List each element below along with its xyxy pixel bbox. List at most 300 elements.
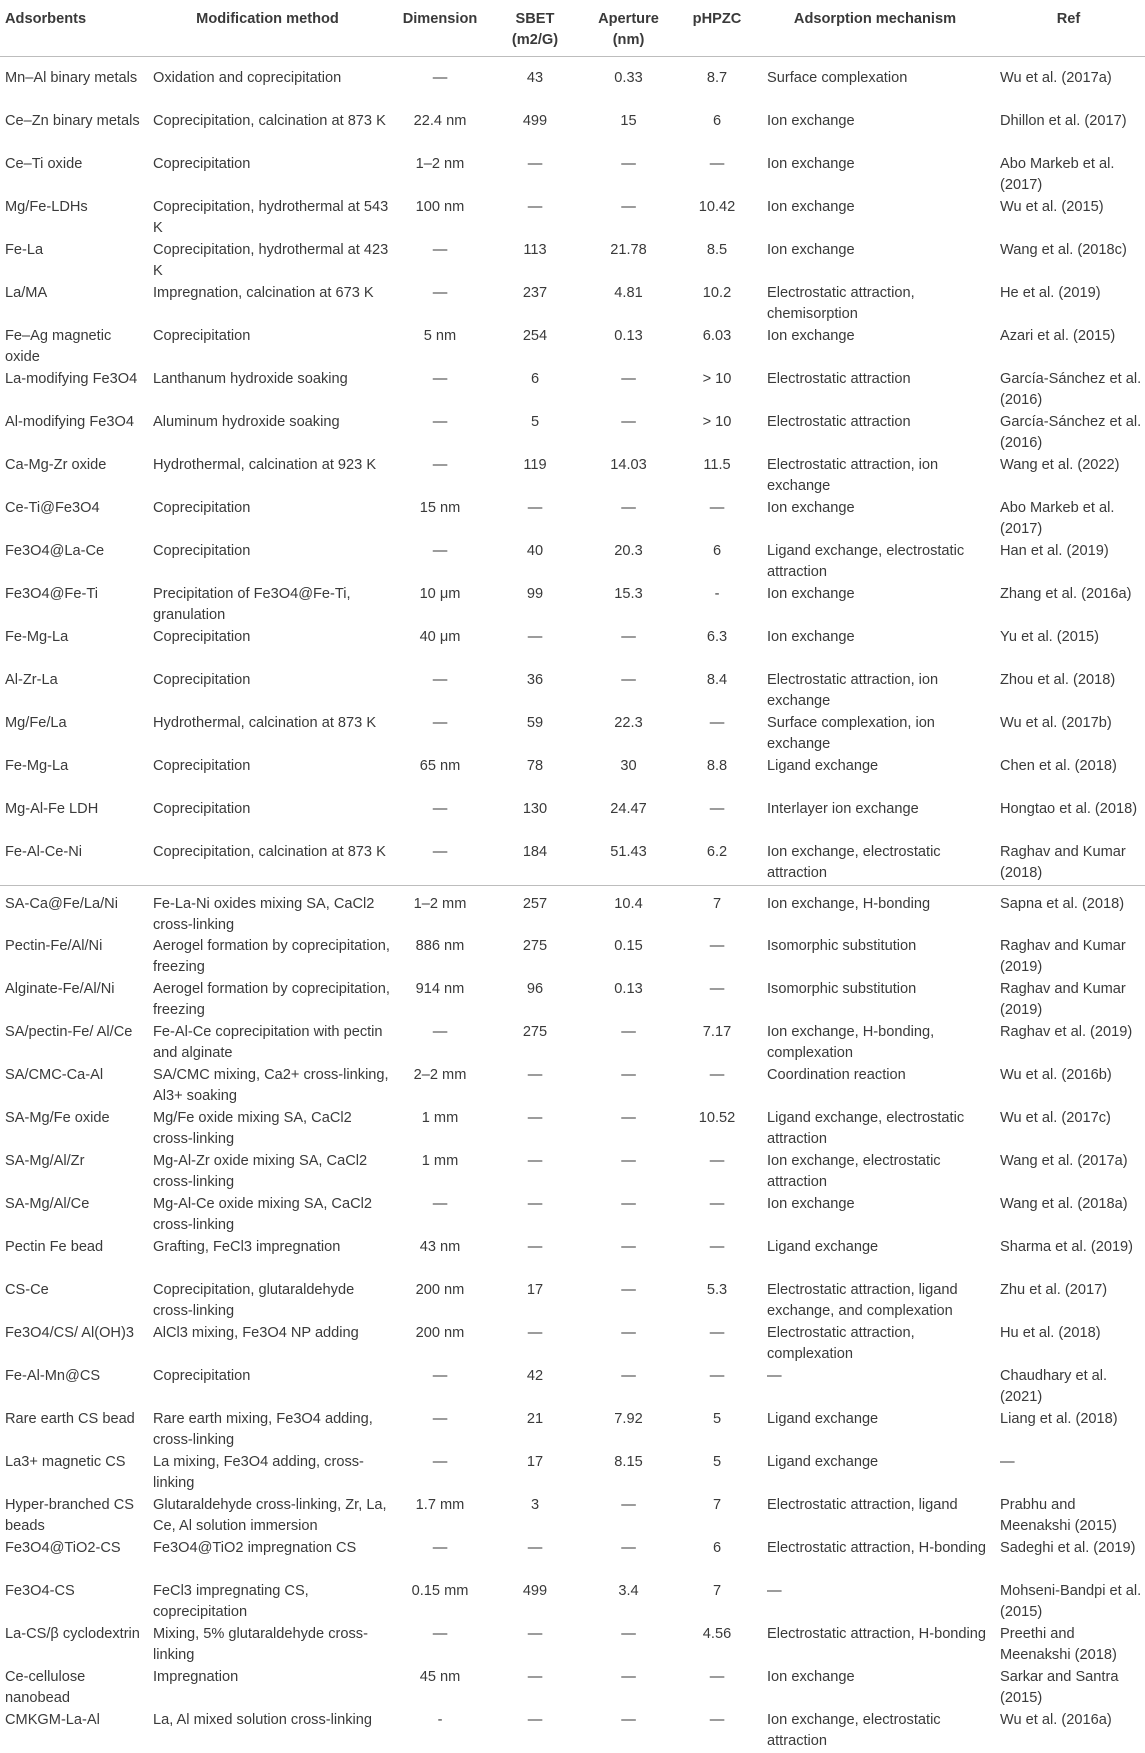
cell-phpzc: > 10 (676, 369, 758, 412)
table-row (0, 1366, 1145, 1409)
cell-adsorbent: Fe-Al-Mn@CS (0, 1366, 144, 1409)
cell-dimension: 22.4 nm (391, 111, 489, 154)
cell-method: Rare earth mixing, Fe3O4 adding, cross-linking (144, 1409, 391, 1452)
cell-dimension: - (391, 1710, 489, 1753)
cell-sbet: 36 (489, 670, 581, 713)
cell-phpzc: — (676, 936, 758, 979)
cell-ref: Azari et al. (2015) (992, 326, 1145, 369)
cell-ref: Sharma et al. (2019) (992, 1237, 1145, 1280)
cell-aperture: 15.3 (581, 584, 676, 627)
cell-sbet: — (489, 1151, 581, 1194)
cell-adsorbent: SA-Ca@Fe/La/Ni (0, 886, 144, 937)
cell-ref: Sarkar and Santra (2015) (992, 1667, 1145, 1710)
cell-method: La mixing, Fe3O4 adding, cross-linking (144, 1452, 391, 1495)
cell-sbet: 59 (489, 713, 581, 756)
cell-adsorbent: CMKGM-La-Al (0, 1710, 144, 1753)
cell-aperture: 3.4 (581, 1581, 676, 1624)
cell-method: Coprecipitation (144, 1366, 391, 1409)
cell-method: FeCl3 impregnating CS, coprecipitation (144, 1581, 391, 1624)
cell-sbet: 130 (489, 799, 581, 842)
cell-method: Mg-Al-Zr oxide mixing SA, CaCl2 cross-linking (144, 1151, 391, 1194)
cell-aperture: — (581, 498, 676, 541)
cell-adsorbent: Mg/Fe-LDHs (0, 197, 144, 240)
cell-ref: — (992, 1452, 1145, 1495)
cell-aperture: 21.78 (581, 240, 676, 283)
cell-ref: Zhang et al. (2016a) (992, 584, 1145, 627)
table-row (0, 713, 1145, 756)
table-row (0, 756, 1145, 799)
cell-aperture: — (581, 1022, 676, 1065)
cell-phpzc: 5.3 (676, 1280, 758, 1323)
cell-adsorbent: Fe3O4@La-Ce (0, 541, 144, 584)
cell-mechanism: Electrostatic attraction, H-bonding (758, 1624, 992, 1667)
header-phpzc: pHPZC (676, 0, 758, 57)
cell-phpzc: > 10 (676, 412, 758, 455)
cell-phpzc: 10.2 (676, 283, 758, 326)
cell-phpzc: 10.42 (676, 197, 758, 240)
cell-aperture: — (581, 154, 676, 197)
cell-dimension: — (391, 1366, 489, 1409)
cell-ref: Hu et al. (2018) (992, 1323, 1145, 1366)
cell-phpzc: — (676, 713, 758, 756)
cell-dimension: 1.7 mm (391, 1495, 489, 1538)
cell-mechanism: — (758, 1581, 992, 1624)
cell-dimension: — (391, 412, 489, 455)
cell-method: Hydrothermal, calcination at 923 K (144, 455, 391, 498)
cell-adsorbent: Pectin-Fe/Al/Ni (0, 936, 144, 979)
table-row (0, 1194, 1145, 1237)
cell-phpzc: 6.3 (676, 627, 758, 670)
cell-dimension: — (391, 1538, 489, 1581)
cell-ref: Liang et al. (2018) (992, 1409, 1145, 1452)
cell-ref: Yu et al. (2015) (992, 627, 1145, 670)
cell-sbet: 499 (489, 111, 581, 154)
cell-mechanism: Ion exchange (758, 1667, 992, 1710)
cell-phpzc: 8.8 (676, 756, 758, 799)
table-row (0, 1409, 1145, 1452)
cell-sbet: 17 (489, 1280, 581, 1323)
table-row (0, 1280, 1145, 1323)
cell-sbet: 113 (489, 240, 581, 283)
header-aperture (581, 0, 676, 57)
table-row (0, 842, 1145, 886)
cell-adsorbent: SA-Mg/Al/Zr (0, 1151, 144, 1194)
cell-ref: Prabhu and Meenakshi (2015) (992, 1495, 1145, 1538)
table-row (0, 584, 1145, 627)
cell-ref: García-Sánchez et al. (2016) (992, 369, 1145, 412)
cell-phpzc: — (676, 979, 758, 1022)
header-ref: Ref (992, 0, 1145, 57)
cell-method: Fe-La-Ni oxides mixing SA, CaCl2 cross-linking (144, 886, 391, 937)
cell-adsorbent: Ca-Mg-Zr oxide (0, 455, 144, 498)
cell-mechanism: Ion exchange (758, 1194, 992, 1237)
cell-dimension: 100 nm (391, 197, 489, 240)
cell-mechanism: Ion exchange (758, 154, 992, 197)
cell-sbet: 42 (489, 1366, 581, 1409)
cell-sbet: — (489, 627, 581, 670)
cell-sbet: — (489, 1538, 581, 1581)
cell-sbet: 254 (489, 326, 581, 369)
cell-dimension: — (391, 842, 489, 886)
cell-adsorbent: Fe3O4-CS (0, 1581, 144, 1624)
cell-ref: Zhou et al. (2018) (992, 670, 1145, 713)
cell-sbet: — (489, 1237, 581, 1280)
cell-mechanism: Interlayer ion exchange (758, 799, 992, 842)
header-aperture-line2: (nm) (613, 32, 645, 48)
cell-phpzc: — (676, 799, 758, 842)
cell-dimension: — (391, 57, 489, 112)
cell-ref: Wu et al. (2016a) (992, 1710, 1145, 1753)
cell-ref: Abo Markeb et al. (2017) (992, 498, 1145, 541)
cell-method: Coprecipitation (144, 670, 391, 713)
cell-aperture: 51.43 (581, 842, 676, 886)
cell-adsorbent: Ce-Ti@Fe3O4 (0, 498, 144, 541)
cell-mechanism: Ion exchange, electrostatic attraction (758, 1151, 992, 1194)
cell-aperture: 8.15 (581, 1452, 676, 1495)
cell-dimension: 1 mm (391, 1151, 489, 1194)
cell-sbet: — (489, 1624, 581, 1667)
cell-dimension: 65 nm (391, 756, 489, 799)
table-row (0, 412, 1145, 455)
cell-ref: Zhu et al. (2017) (992, 1280, 1145, 1323)
cell-mechanism: Electrostatic attraction, ion exchange (758, 670, 992, 713)
cell-phpzc: 7 (676, 1581, 758, 1624)
cell-mechanism: Electrostatic attraction (758, 412, 992, 455)
cell-phpzc: 7 (676, 1495, 758, 1538)
cell-aperture: 4.81 (581, 283, 676, 326)
cell-aperture: 22.3 (581, 713, 676, 756)
cell-sbet: — (489, 1108, 581, 1151)
cell-mechanism: Electrostatic attraction, complexation (758, 1323, 992, 1366)
cell-adsorbent: Fe-La (0, 240, 144, 283)
cell-ref: Mohseni-Bandpi et al. (2015) (992, 1581, 1145, 1624)
cell-method: Coprecipitation, glutaraldehyde cross-linking (144, 1280, 391, 1323)
cell-phpzc: — (676, 1237, 758, 1280)
header-sbet-line2: (m2/G) (512, 32, 558, 48)
cell-aperture: — (581, 1065, 676, 1108)
cell-aperture: 30 (581, 756, 676, 799)
cell-sbet: — (489, 498, 581, 541)
cell-sbet: 99 (489, 584, 581, 627)
cell-ref: García-Sánchez et al. (2016) (992, 412, 1145, 455)
cell-method: Precipitation of Fe3O4@Fe-Ti, granulation (144, 584, 391, 627)
header-sbet (489, 0, 581, 57)
cell-phpzc: 6 (676, 541, 758, 584)
cell-adsorbent: Pectin Fe bead (0, 1237, 144, 1280)
table-row (0, 799, 1145, 842)
table-row (0, 886, 1145, 937)
table-row (0, 154, 1145, 197)
cell-adsorbent: Fe-Mg-La (0, 627, 144, 670)
cell-sbet: — (489, 1323, 581, 1366)
cell-mechanism: Ion exchange (758, 240, 992, 283)
cell-phpzc: 10.52 (676, 1108, 758, 1151)
cell-method: Coprecipitation, calcination at 873 K (144, 842, 391, 886)
cell-sbet: 40 (489, 541, 581, 584)
cell-dimension: 200 nm (391, 1323, 489, 1366)
table-row (0, 111, 1145, 154)
cell-aperture: 15 (581, 111, 676, 154)
cell-aperture: — (581, 670, 676, 713)
cell-phpzc: 7 (676, 886, 758, 937)
cell-aperture: 0.33 (581, 57, 676, 112)
cell-phpzc: — (676, 1194, 758, 1237)
cell-mechanism: Electrostatic attraction, ion exchange (758, 455, 992, 498)
cell-aperture: — (581, 1108, 676, 1151)
cell-adsorbent: Ce–Ti oxide (0, 154, 144, 197)
cell-mechanism: Electrostatic attraction (758, 369, 992, 412)
cell-dimension: 1–2 mm (391, 886, 489, 937)
cell-mechanism: Ion exchange, H-bonding, complexation (758, 1022, 992, 1065)
cell-phpzc: — (676, 498, 758, 541)
table-row (0, 1108, 1145, 1151)
cell-aperture: — (581, 1624, 676, 1667)
table-row (0, 1151, 1145, 1194)
cell-ref: Wu et al. (2017b) (992, 713, 1145, 756)
cell-dimension: — (391, 369, 489, 412)
cell-mechanism: Ligand exchange (758, 1237, 992, 1280)
cell-method: Coprecipitation (144, 154, 391, 197)
cell-phpzc: — (676, 154, 758, 197)
cell-dimension: — (391, 1409, 489, 1452)
cell-mechanism: Coordination reaction (758, 1065, 992, 1108)
cell-phpzc: 8.7 (676, 57, 758, 112)
cell-mechanism: Isomorphic substitution (758, 936, 992, 979)
cell-dimension: — (391, 670, 489, 713)
cell-method: SA/CMC mixing, Ca2+ cross-linking, Al3+ soaking (144, 1065, 391, 1108)
cell-ref: Wu et al. (2017c) (992, 1108, 1145, 1151)
cell-sbet: 5 (489, 412, 581, 455)
cell-dimension: 2–2 mm (391, 1065, 489, 1108)
cell-dimension: — (391, 1022, 489, 1065)
cell-phpzc: 6.2 (676, 842, 758, 886)
cell-sbet: 237 (489, 283, 581, 326)
cell-method: Aluminum hydroxide soaking (144, 412, 391, 455)
cell-dimension: — (391, 1624, 489, 1667)
cell-phpzc: 6.03 (676, 326, 758, 369)
table-row (0, 283, 1145, 326)
cell-method: Glutaraldehyde cross-linking, Zr, La, Ce, Al solution immersion (144, 1495, 391, 1538)
cell-dimension: — (391, 1194, 489, 1237)
cell-aperture: — (581, 1194, 676, 1237)
cell-adsorbent: Mn–Al binary metals (0, 57, 144, 112)
cell-sbet: 119 (489, 455, 581, 498)
cell-sbet: 78 (489, 756, 581, 799)
header-adsorbents: Adsorbents (0, 0, 144, 57)
cell-method: Lanthanum hydroxide soaking (144, 369, 391, 412)
table-row (0, 1022, 1145, 1065)
cell-aperture: — (581, 1237, 676, 1280)
cell-dimension: 15 nm (391, 498, 489, 541)
cell-method: Fe-Al-Ce coprecipitation with pectin and alginate (144, 1022, 391, 1065)
cell-phpzc: - (676, 584, 758, 627)
cell-method: Aerogel formation by coprecipitation, freezing (144, 936, 391, 979)
cell-sbet: — (489, 1065, 581, 1108)
cell-dimension: 0.15 mm (391, 1581, 489, 1624)
cell-method: Coprecipitation (144, 756, 391, 799)
cell-mechanism: Ligand exchange, electrostatic attraction (758, 1108, 992, 1151)
cell-method: Mg-Al-Ce oxide mixing SA, CaCl2 cross-linking (144, 1194, 391, 1237)
table-row (0, 326, 1145, 369)
cell-ref: Abo Markeb et al. (2017) (992, 154, 1145, 197)
table-row (0, 627, 1145, 670)
cell-method: Coprecipitation, calcination at 873 K (144, 111, 391, 154)
table-row (0, 455, 1145, 498)
cell-aperture: — (581, 1495, 676, 1538)
cell-dimension: — (391, 283, 489, 326)
cell-mechanism: Ion exchange (758, 627, 992, 670)
cell-sbet: 17 (489, 1452, 581, 1495)
cell-ref: Sapna et al. (2018) (992, 886, 1145, 937)
cell-method: Aerogel formation by coprecipitation, freezing (144, 979, 391, 1022)
cell-phpzc: 4.56 (676, 1624, 758, 1667)
cell-dimension: 1–2 nm (391, 154, 489, 197)
cell-sbet: 184 (489, 842, 581, 886)
header-method: Modification method (144, 0, 391, 57)
header-dimension: Dimension (391, 0, 489, 57)
header-sbet-line1: SBET (516, 11, 555, 27)
cell-mechanism: Electrostatic attraction, chemisorption (758, 283, 992, 326)
cell-sbet: 43 (489, 57, 581, 112)
cell-dimension: — (391, 713, 489, 756)
cell-phpzc: 8.5 (676, 240, 758, 283)
table-row (0, 1237, 1145, 1280)
cell-adsorbent: Mg-Al-Fe LDH (0, 799, 144, 842)
cell-ref: Wu et al. (2017a) (992, 57, 1145, 112)
cell-adsorbent: Fe3O4@TiO2-CS (0, 1538, 144, 1581)
cell-dimension: — (391, 1452, 489, 1495)
header-row (0, 0, 1145, 57)
cell-method: Oxidation and coprecipitation (144, 57, 391, 112)
cell-aperture: 7.92 (581, 1409, 676, 1452)
cell-ref: Raghav and Kumar (2019) (992, 979, 1145, 1022)
table-row (0, 1323, 1145, 1366)
cell-dimension: 5 nm (391, 326, 489, 369)
cell-method: Coprecipitation (144, 799, 391, 842)
cell-aperture: — (581, 412, 676, 455)
cell-sbet: — (489, 1667, 581, 1710)
cell-sbet: — (489, 1194, 581, 1237)
cell-mechanism: Ligand exchange (758, 756, 992, 799)
cell-adsorbent: CS-Ce (0, 1280, 144, 1323)
cell-adsorbent: La-modifying Fe3O4 (0, 369, 144, 412)
cell-adsorbent: Ce–Zn binary metals (0, 111, 144, 154)
cell-ref: Dhillon et al. (2017) (992, 111, 1145, 154)
cell-aperture: — (581, 1667, 676, 1710)
cell-mechanism: Ion exchange (758, 111, 992, 154)
cell-phpzc: 8.4 (676, 670, 758, 713)
cell-aperture: — (581, 627, 676, 670)
cell-ref: Wang et al. (2017a) (992, 1151, 1145, 1194)
table-row (0, 979, 1145, 1022)
cell-aperture: 24.47 (581, 799, 676, 842)
cell-dimension: 914 nm (391, 979, 489, 1022)
cell-mechanism: Ligand exchange, electrostatic attraction (758, 541, 992, 584)
cell-method: Fe3O4@TiO2 impregnation CS (144, 1538, 391, 1581)
cell-phpzc: — (676, 1151, 758, 1194)
cell-mechanism: Ion exchange, electrostatic attraction (758, 1710, 992, 1753)
cell-ref: Wu et al. (2016b) (992, 1065, 1145, 1108)
table-row (0, 1667, 1145, 1710)
table-row (0, 1581, 1145, 1624)
cell-mechanism: Ion exchange, electrostatic attraction (758, 842, 992, 886)
cell-adsorbent: Mg/Fe/La (0, 713, 144, 756)
cell-adsorbent: Al-modifying Fe3O4 (0, 412, 144, 455)
cell-adsorbent: SA/CMC-Ca-Al (0, 1065, 144, 1108)
cell-dimension: — (391, 541, 489, 584)
table-row (0, 1495, 1145, 1538)
cell-phpzc: — (676, 1065, 758, 1108)
cell-method: Coprecipitation (144, 498, 391, 541)
cell-sbet: — (489, 154, 581, 197)
cell-mechanism: Ligand exchange (758, 1409, 992, 1452)
cell-phpzc: — (676, 1323, 758, 1366)
cell-mechanism: — (758, 1366, 992, 1409)
header-aperture-line1: Aperture (598, 11, 659, 27)
cell-adsorbent: Fe3O4@Fe-Ti (0, 584, 144, 627)
cell-adsorbent: La3+ magnetic CS (0, 1452, 144, 1495)
cell-mechanism: Ion exchange (758, 197, 992, 240)
cell-phpzc: 7.17 (676, 1022, 758, 1065)
cell-aperture: 0.15 (581, 936, 676, 979)
cell-phpzc: 5 (676, 1409, 758, 1452)
cell-adsorbent: Rare earth CS bead (0, 1409, 144, 1452)
cell-aperture: 20.3 (581, 541, 676, 584)
table-row (0, 1452, 1145, 1495)
cell-method: AlCl3 mixing, Fe3O4 NP adding (144, 1323, 391, 1366)
cell-aperture: — (581, 1151, 676, 1194)
cell-ref: Raghav et al. (2019) (992, 1022, 1145, 1065)
cell-mechanism: Electrostatic attraction, ligand (758, 1495, 992, 1538)
cell-sbet: — (489, 197, 581, 240)
cell-adsorbent: Fe3O4/CS/ Al(OH)3 (0, 1323, 144, 1366)
cell-mechanism: Electrostatic attraction, H-bonding (758, 1538, 992, 1581)
cell-adsorbent: SA-Mg/Al/Ce (0, 1194, 144, 1237)
cell-method: Impregnation (144, 1667, 391, 1710)
cell-dimension: 200 nm (391, 1280, 489, 1323)
cell-method: Mixing, 5% glutaraldehyde cross-linking (144, 1624, 391, 1667)
cell-aperture: — (581, 1280, 676, 1323)
cell-adsorbent: Al-Zr-La (0, 670, 144, 713)
cell-method: Coprecipitation (144, 541, 391, 584)
cell-aperture: 10.4 (581, 886, 676, 937)
cell-sbet: 21 (489, 1409, 581, 1452)
cell-phpzc: 6 (676, 1538, 758, 1581)
cell-aperture: — (581, 197, 676, 240)
table-row (0, 1065, 1145, 1108)
table-row (0, 1710, 1145, 1753)
cell-sbet: 96 (489, 979, 581, 1022)
cell-dimension: 1 mm (391, 1108, 489, 1151)
cell-adsorbent: La/MA (0, 283, 144, 326)
cell-sbet: 257 (489, 886, 581, 937)
cell-ref: He et al. (2019) (992, 283, 1145, 326)
cell-mechanism: Electrostatic attraction, ligand exchange, and complexation (758, 1280, 992, 1323)
cell-aperture: — (581, 369, 676, 412)
cell-adsorbent: Fe-Al-Ce-Ni (0, 842, 144, 886)
cell-method: Impregnation, calcination at 673 K (144, 283, 391, 326)
table-row (0, 498, 1145, 541)
table-row (0, 1624, 1145, 1667)
cell-method: Mg/Fe oxide mixing SA, CaCl2 cross-linking (144, 1108, 391, 1151)
cell-ref: Preethi and Meenakshi (2018) (992, 1624, 1145, 1667)
cell-dimension: — (391, 455, 489, 498)
cell-ref: Han et al. (2019) (992, 541, 1145, 584)
cell-sbet: 275 (489, 936, 581, 979)
cell-adsorbent: Alginate-Fe/Al/Ni (0, 979, 144, 1022)
table-row (0, 936, 1145, 979)
cell-method: Hydrothermal, calcination at 873 K (144, 713, 391, 756)
